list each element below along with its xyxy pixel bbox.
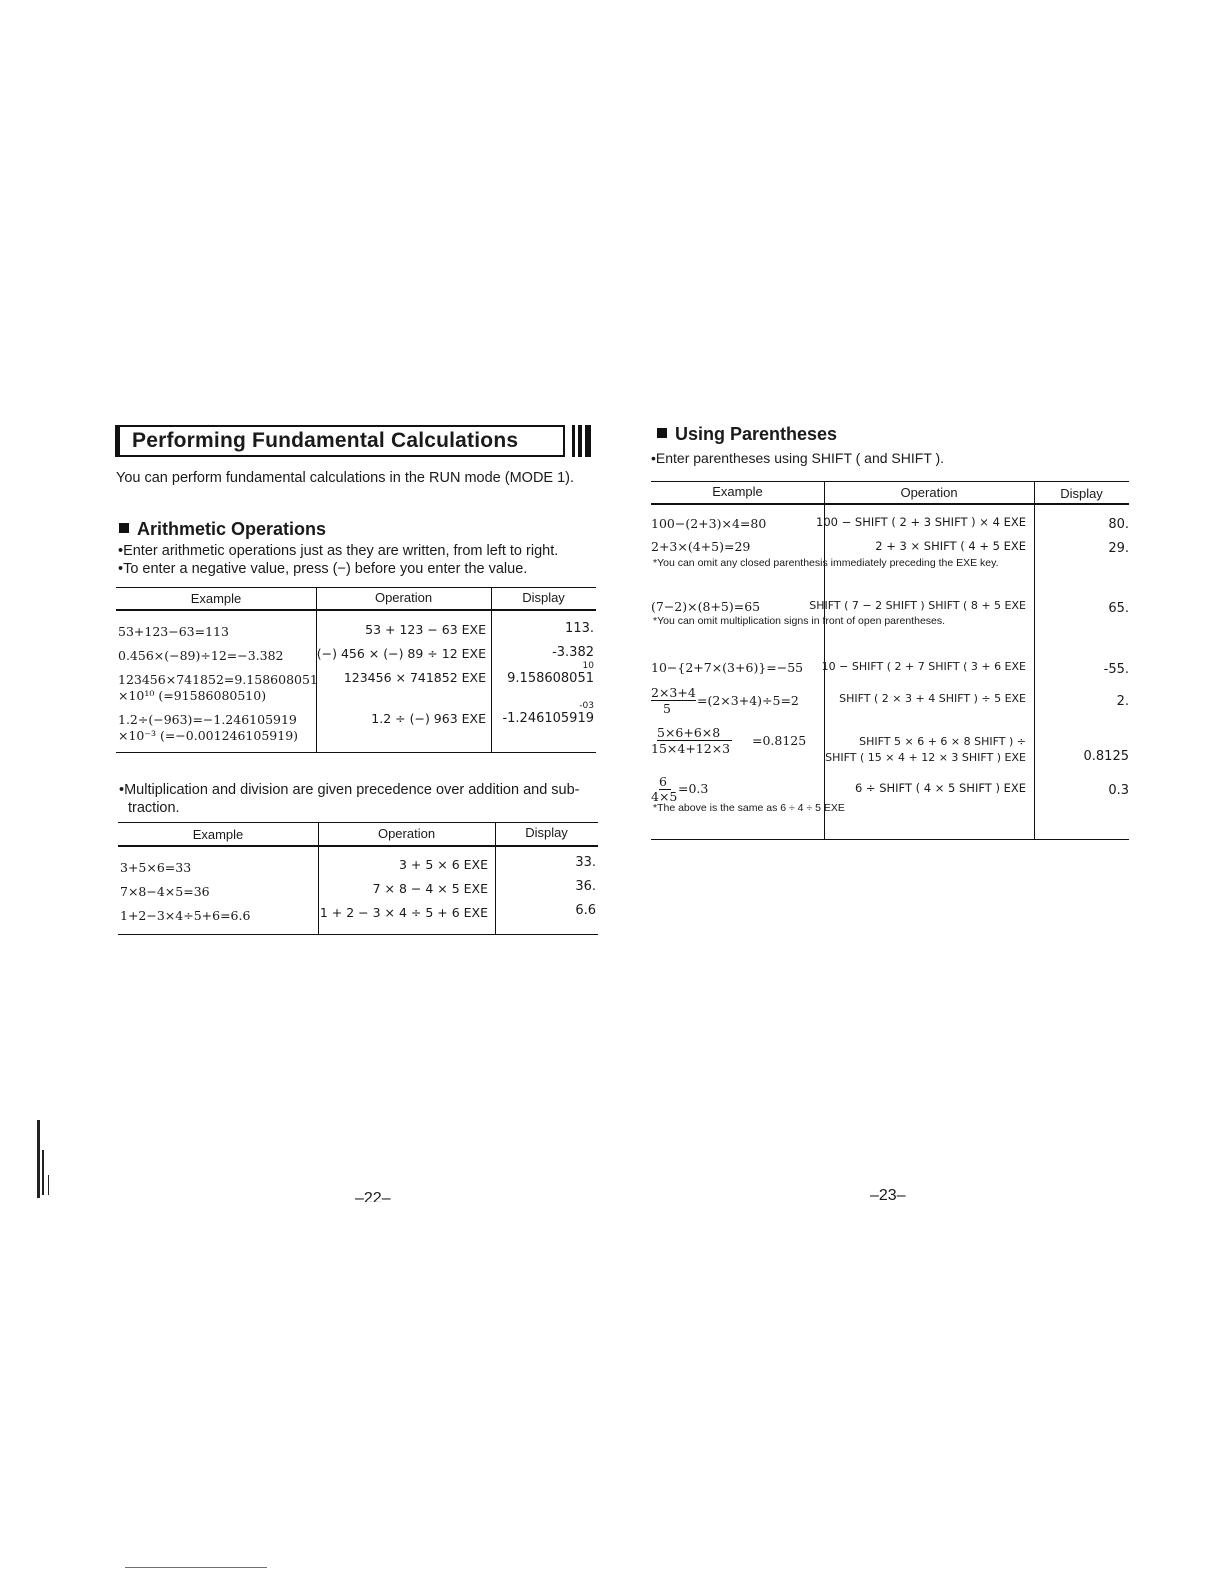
- square-bullet-icon: [119, 523, 129, 533]
- display-cell: -55.: [1103, 662, 1129, 677]
- example-cell: 3+5×6=33: [120, 860, 192, 875]
- fraction-numerator: 2×3+4: [651, 685, 696, 700]
- display-cell: 33.: [575, 855, 596, 870]
- operation-cell: 2 + 3 × SHIFT ( 4 + 5 EXE: [875, 539, 1026, 553]
- square-bullet-icon: [657, 428, 667, 438]
- bullet-2: •To enter a negative value, press (−) before you enter the value.: [118, 561, 528, 577]
- precedence-table: [118, 822, 598, 936]
- example-cell: ×10¹⁰ (=91586080510): [118, 688, 267, 703]
- example-cell: =(2×3+4)÷5=2: [697, 693, 799, 708]
- operation-cell: SHIFT 5 × 6 + 6 × 8 SHIFT ) ÷: [859, 735, 1026, 748]
- intro-text: You can perform fundamental calculations in the RUN mode (MODE 1).: [116, 470, 575, 486]
- display-cell: 113.: [565, 621, 594, 636]
- display-cell: 29.: [1108, 541, 1129, 556]
- example-cell: 1.2÷(−963)=−1.246105919: [118, 712, 297, 727]
- fraction-denominator: 15×4+12×3: [651, 741, 731, 756]
- operation-cell: 123456 × 741852 EXE: [343, 670, 486, 685]
- display-exponent: -03: [579, 701, 594, 711]
- scan-artifact: [48, 1175, 49, 1195]
- title-decoration-bars: [572, 425, 592, 457]
- parentheses-heading: Using Parentheses: [657, 424, 837, 445]
- col-header-example: Example: [192, 827, 244, 842]
- page-number-right: –23–: [870, 1187, 906, 1204]
- col-header-operation: Operation: [377, 826, 436, 841]
- footer-rule: [125, 1567, 267, 1568]
- example-cell: 0.456×(−89)÷12=−3.382: [118, 648, 284, 663]
- col-header-example: Example: [712, 484, 763, 499]
- col-header-example: Example: [190, 591, 242, 606]
- display-exponent: 10: [582, 661, 594, 671]
- section-title-banner: [115, 425, 565, 457]
- operation-cell: (−) 456 × (−) 89 ÷ 12 EXE: [316, 646, 486, 661]
- display-cell: 9.158608051: [507, 671, 594, 686]
- operation-cell: 7 × 8 − 4 × 5 EXE: [372, 881, 488, 896]
- page-number-left: –22–: [355, 1190, 391, 1202]
- display-cell: 2.: [1116, 694, 1129, 709]
- precedence-text: •Multiplication and division are given precedence over addition and sub-: [119, 782, 580, 798]
- example-cell: 1+2−3×4÷5+6=6.6: [120, 908, 251, 923]
- operation-cell: 100 − SHIFT ( 2 + 3 SHIFT ) × 4 EXE: [816, 515, 1026, 529]
- example-cell: 10−{2+7×(3+6)}=−55: [651, 660, 804, 675]
- example-cell: 100−(2+3)×4=80: [651, 516, 767, 531]
- operation-cell: 1.2 ÷ (−) 963 EXE: [371, 711, 486, 726]
- col-header-display: Display: [1060, 486, 1103, 501]
- table-note: *You can omit any closed parenthesis immediately preceding the EXE key.: [653, 557, 999, 569]
- fraction-denominator: 5: [663, 701, 671, 716]
- example-cell: ×10⁻³ (=−0.001246105919): [118, 728, 299, 743]
- display-cell: 36.: [575, 879, 596, 894]
- col-header-display: Display: [522, 590, 565, 605]
- display-cell: 6.6: [575, 903, 596, 918]
- operation-cell: 3 + 5 × 6 EXE: [398, 857, 488, 872]
- table-note: *The above is the same as 6 ÷ 4 ÷ 5 EXE: [653, 802, 845, 814]
- example-cell: 123456×741852=9.158608051: [118, 672, 318, 687]
- operation-cell: 10 − SHIFT ( 2 + 7 SHIFT ( 3 + 6 EXE: [821, 660, 1026, 673]
- display-cell: 0.3: [1108, 783, 1129, 798]
- example-cell: 53+123−63=113: [118, 624, 229, 639]
- arithmetic-table: [116, 587, 596, 754]
- display-cell: -1.246105919: [502, 711, 594, 726]
- display-cell: 65.: [1108, 601, 1129, 616]
- table-note: *You can omit multiplication signs in front of open parentheses.: [653, 615, 946, 627]
- operation-cell: SHIFT ( 2 × 3 + 4 SHIFT ) ÷ 5 EXE: [839, 692, 1026, 705]
- scan-artifact: [42, 1150, 44, 1195]
- col-header-operation: Operation: [374, 590, 433, 605]
- operation-cell: 1 + 2 − 3 × 4 ÷ 5 + 6 EXE: [319, 905, 488, 920]
- fraction-numerator: 6: [659, 774, 671, 790]
- parentheses-table: [651, 481, 1129, 841]
- example-cell: 7×8−4×5=36: [120, 884, 210, 899]
- example-cell: 2+3×(4+5)=29: [651, 539, 751, 554]
- parentheses-bullet: •Enter parentheses using SHIFT ( and SHIFT ).: [651, 450, 945, 466]
- display-cell: -3.382: [552, 645, 594, 660]
- fraction-numerator: 5×6+6×8: [657, 725, 732, 741]
- precedence-text-cont: traction.: [128, 800, 180, 816]
- example-cell: =0.8125: [752, 733, 807, 748]
- col-header-operation: Operation: [900, 485, 958, 500]
- display-cell: 0.8125: [1083, 749, 1129, 764]
- display-cell: 80.: [1108, 517, 1129, 532]
- operation-cell: 6 ÷ SHIFT ( 4 × 5 SHIFT ) EXE: [854, 781, 1026, 795]
- operation-cell: SHIFT ( 15 × 4 + 12 × 3 SHIFT ) EXE: [825, 751, 1026, 764]
- example-cell: (7−2)×(8+5)=65: [651, 599, 761, 614]
- example-cell: =0.3: [678, 781, 709, 796]
- page-title: Performing Fundamental Calculations: [132, 429, 519, 452]
- scan-artifact: [37, 1120, 40, 1198]
- arithmetic-heading: Arithmetic Operations: [119, 519, 326, 540]
- operation-cell: 53 + 123 − 63 EXE: [365, 622, 486, 637]
- operation-cell: SHIFT ( 7 − 2 SHIFT ) SHIFT ( 8 + 5 EXE: [809, 599, 1026, 612]
- fraction-denominator: 4×5: [651, 789, 678, 804]
- bullet-1: •Enter arithmetic operations just as they are written, from left to right.: [118, 543, 559, 559]
- col-header-display: Display: [525, 825, 568, 840]
